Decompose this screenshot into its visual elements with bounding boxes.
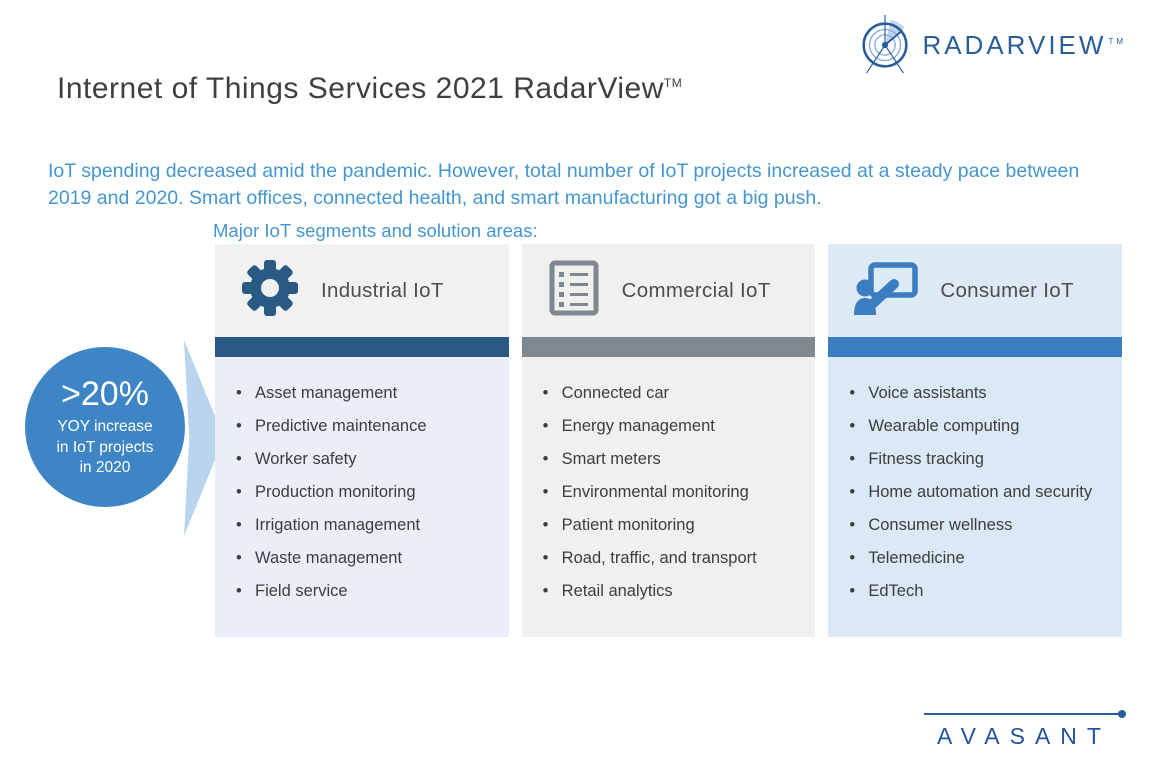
segment-body: [522, 357, 816, 637]
list-item: • Environmental monitoring: [540, 482, 804, 502]
badge-line-1: YOY increase: [57, 418, 153, 436]
radarview-logo: [854, 14, 1126, 76]
list-item: • Patient monitoring: [540, 515, 804, 535]
badge-line-2: in IoT projects: [56, 438, 154, 456]
list-item: • Worker safety: [233, 449, 497, 469]
segment-item-list: [540, 383, 804, 601]
intro-paragraph: IoT spending decreased amid the pandemic. However, total number of IoT projects increased at a steady pace between 2019 and 2020. Smart offices, connected health, and smart manufacturing got a big push.: [48, 160, 1080, 209]
segment-item-list: [846, 383, 1110, 601]
list-item: • Road, traffic, and transport: [540, 548, 804, 568]
segment-title: Commercial IoT: [621, 278, 771, 302]
avasant-wordmark: AVASANT: [937, 723, 1111, 749]
list-item: • Home automation and security: [846, 482, 1110, 502]
avasant-rule: [924, 713, 1124, 715]
segments-label: Major IoT segments and solution areas:: [213, 220, 538, 241]
list-item: • Fitness tracking: [846, 449, 1110, 469]
gear-icon: [241, 259, 299, 322]
list-item: • Irrigation management: [233, 515, 497, 535]
segment-header: [828, 244, 1122, 337]
segment-column-industrial: [215, 244, 509, 637]
radar-icon: [854, 14, 916, 76]
list-item: • Smart meters: [540, 449, 804, 469]
badge-value: >20%: [61, 375, 149, 414]
checklist-icon: [548, 260, 600, 321]
segment-title: Industrial IoT: [321, 278, 444, 302]
list-item: • Consumer wellness: [846, 515, 1110, 535]
list-item: • Waste management: [233, 548, 497, 568]
segment-item-list: [233, 383, 497, 601]
list-item: • Telemedicine: [846, 548, 1110, 568]
list-item: • Voice assistants: [846, 383, 1110, 403]
list-item: • Wearable computing: [846, 416, 1110, 436]
avasant-dot: [1118, 710, 1126, 718]
list-item: • Energy management: [540, 416, 804, 436]
list-item: • Predictive maintenance: [233, 416, 497, 436]
segment-accent-bar: [828, 337, 1122, 357]
segments-row: [215, 244, 1122, 637]
list-item: • Field service: [233, 581, 497, 601]
segment-title: Consumer IoT: [940, 278, 1074, 302]
list-item: • Retail analytics: [540, 581, 804, 601]
segment-accent-bar: [522, 337, 816, 357]
segment-header: [215, 244, 509, 337]
radarview-wordmark: RADARVIEW ™: [922, 29, 1126, 60]
avasant-logo: [924, 713, 1124, 750]
segment-body: [828, 357, 1122, 637]
list-item: • Asset management: [233, 383, 497, 403]
segment-column-commercial: [522, 244, 816, 637]
title-tm: TM: [663, 76, 683, 90]
badge-line-3: in 2020: [79, 458, 131, 476]
page-title: Internet of Things Services 2021 RadarView™: [57, 72, 683, 105]
list-item: • Production monitoring: [233, 482, 497, 502]
radarview-tm: TM: [1108, 36, 1126, 46]
segment-accent-bar: [215, 337, 509, 357]
list-item: • Connected car: [540, 383, 804, 403]
segment-body: [215, 357, 509, 637]
segment-header: [522, 244, 816, 337]
presentation-person-icon: [854, 261, 918, 320]
list-item: • EdTech: [846, 581, 1110, 601]
segment-column-consumer: [828, 244, 1122, 637]
yoy-badge: [25, 347, 185, 507]
